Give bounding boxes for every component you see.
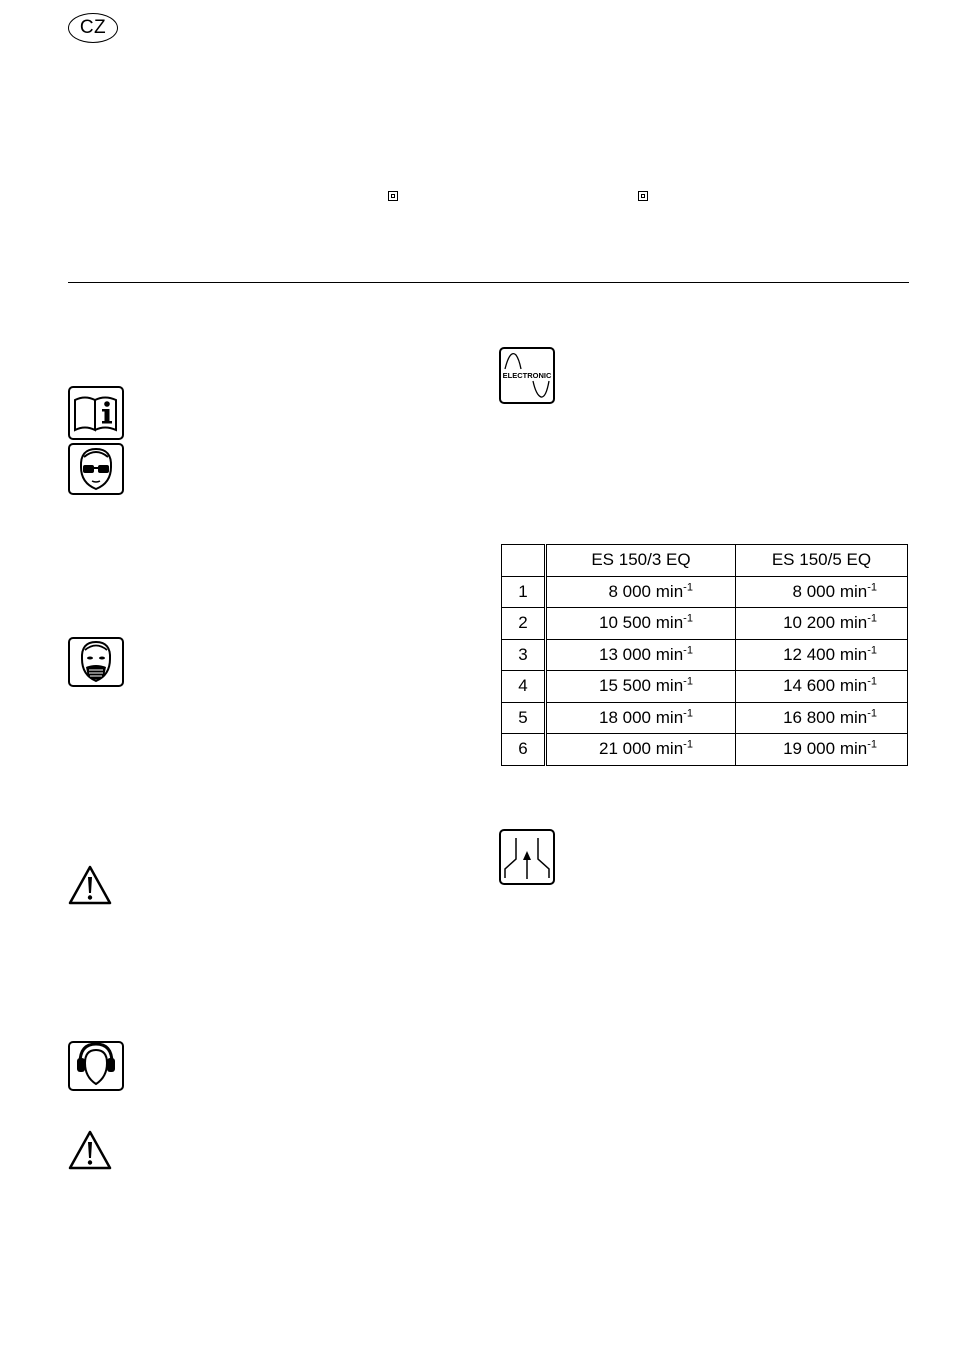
dust-mask-icon <box>68 637 124 687</box>
speed-unit-exponent: -1 <box>683 644 693 657</box>
table-header-row <box>502 545 908 577</box>
table-row <box>502 576 908 608</box>
speed-value: 21 000 <box>599 739 652 759</box>
ear-protection-icon <box>68 1041 124 1091</box>
speed-unit: min <box>655 644 684 664</box>
level-column-header <box>502 545 546 577</box>
column-header-es150-3: ES 150/3 EQ <box>546 545 736 577</box>
country-code: CZ <box>79 17 107 38</box>
table-row <box>502 702 908 734</box>
speed-es150-5 <box>735 576 907 608</box>
speed-unit: min <box>655 676 684 696</box>
speed-value: 15 500 <box>599 676 652 696</box>
table-row <box>502 671 908 703</box>
speed-level: 6 <box>502 734 546 766</box>
warning-triangle-icon <box>67 864 113 906</box>
speed-unit: min <box>839 581 868 601</box>
speed-unit: min <box>839 707 868 727</box>
column-header-es150-5: ES 150/5 EQ <box>735 545 907 577</box>
speed-unit: min <box>655 581 684 601</box>
double-insulation-icon <box>388 191 398 201</box>
speed-value: 8 000 <box>608 581 652 601</box>
speed-unit: min <box>839 613 868 633</box>
country-code-badge <box>68 13 118 43</box>
warning-triangle-icon <box>67 1129 113 1171</box>
speed-es150-5 <box>735 608 907 640</box>
speed-es150-3 <box>546 639 736 671</box>
speed-es150-3 <box>546 734 736 766</box>
speed-table <box>501 544 908 766</box>
speed-value: 16 800 <box>783 707 836 727</box>
speed-value: 12 400 <box>783 644 836 664</box>
speed-unit-exponent: -1 <box>867 644 877 657</box>
speed-es150-5 <box>735 639 907 671</box>
speed-level: 1 <box>502 576 546 608</box>
table-row <box>502 734 908 766</box>
speed-unit-exponent: -1 <box>683 738 693 751</box>
speed-unit-exponent: -1 <box>867 738 877 751</box>
speed-unit: min <box>839 644 868 664</box>
speed-level: 3 <box>502 639 546 671</box>
speed-es150-5 <box>735 671 907 703</box>
speed-es150-3 <box>546 702 736 734</box>
speed-unit-exponent: -1 <box>683 581 693 594</box>
speed-value: 10 500 <box>599 613 652 633</box>
dust-extraction-icon <box>499 829 555 885</box>
section-divider <box>68 282 909 283</box>
speed-unit-exponent: -1 <box>683 675 693 688</box>
speed-unit-exponent: -1 <box>867 581 877 594</box>
speed-unit: min <box>655 613 684 633</box>
speed-level: 4 <box>502 671 546 703</box>
electronic-icon <box>499 347 555 404</box>
double-insulation-icon <box>638 191 648 201</box>
speed-unit: min <box>655 707 684 727</box>
speed-es150-3 <box>546 608 736 640</box>
safety-goggles-icon <box>68 443 124 495</box>
read-manual-icon <box>68 386 124 440</box>
speed-value: 10 200 <box>783 613 836 633</box>
speed-unit: min <box>655 739 684 759</box>
speed-es150-5 <box>735 702 907 734</box>
speed-value: 19 000 <box>783 739 836 759</box>
speed-unit: min <box>839 676 868 696</box>
speed-unit-exponent: -1 <box>683 612 693 625</box>
speed-level: 5 <box>502 702 546 734</box>
speed-unit: min <box>839 739 868 759</box>
speed-value: 14 600 <box>783 676 836 696</box>
speed-es150-3 <box>546 576 736 608</box>
speed-level: 2 <box>502 608 546 640</box>
speed-value: 13 000 <box>599 644 652 664</box>
speed-unit-exponent: -1 <box>867 612 877 625</box>
electronic-icon-label: ELECTRONIC <box>502 371 552 380</box>
speed-value: 8 000 <box>792 581 836 601</box>
table-row <box>502 639 908 671</box>
speed-unit-exponent: -1 <box>867 675 877 688</box>
speed-unit-exponent: -1 <box>683 707 693 720</box>
speed-value: 18 000 <box>599 707 652 727</box>
speed-unit-exponent: -1 <box>867 707 877 720</box>
table-row <box>502 608 908 640</box>
speed-es150-3 <box>546 671 736 703</box>
speed-es150-5 <box>735 734 907 766</box>
